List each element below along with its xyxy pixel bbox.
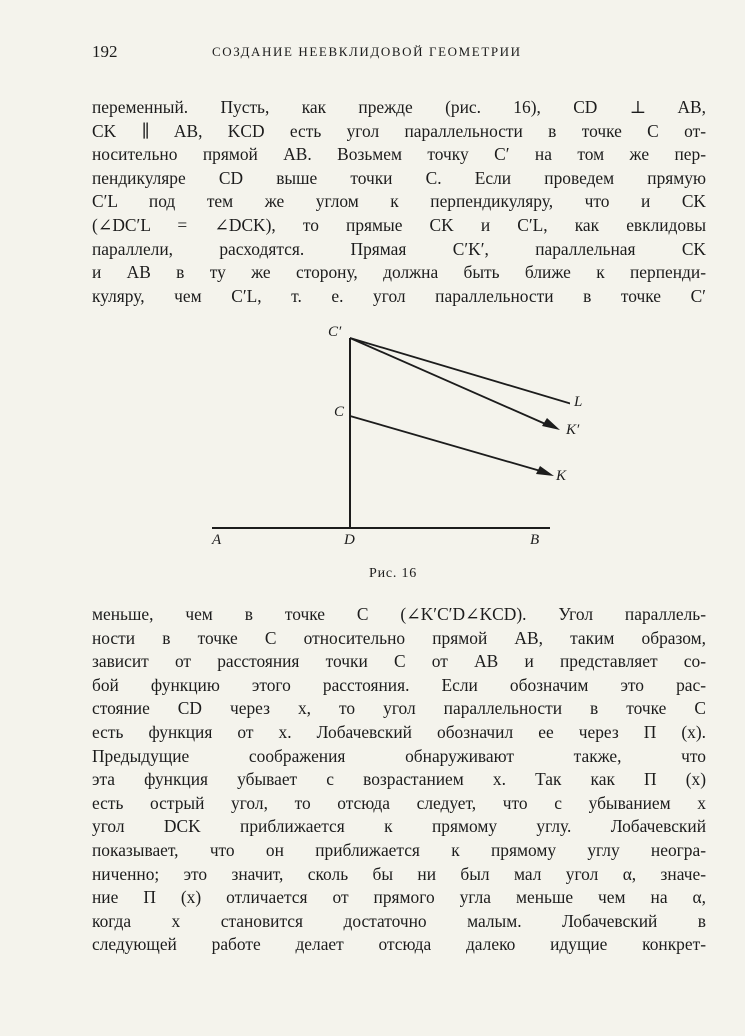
text-line: параллели, расходятся. Прямая C′K′, параллельная CK: [92, 238, 706, 259]
figure-16: [200, 322, 583, 554]
page-number: 192: [92, 42, 118, 61]
text-line: носительно прямой AB. Возьмем точку C′ на том же пер-: [92, 144, 706, 165]
text-line: есть функция от x. Лобачевский обозначил ее через Π (x).: [92, 721, 706, 742]
running-title: СОЗДАНИЕ НЕЕВКЛИДОВОЙ ГЕОМЕТРИИ: [212, 44, 522, 59]
label-a: A: [212, 532, 222, 548]
text-line: зависит от расстояния точки C от AB и представляет со-: [92, 651, 706, 672]
text-line: эта функция убывает с возрастанием x. Так как Π (x): [92, 769, 706, 790]
text-line: CK ∥ AB, KCD есть угол параллельности в точке C от-: [92, 120, 706, 141]
text-line: показывает, что он приближается к прямому углу неогра-: [92, 839, 706, 860]
label-l: L: [574, 394, 583, 410]
figure-caption: Рис. 16: [369, 566, 418, 581]
text-line: угол DCK приближается к прямому углу. Лобачевский: [92, 816, 706, 837]
text-line: ности в точке C относительно прямой AB, таким образом,: [92, 627, 706, 648]
text-line: C′L под тем же углом к перпендикуляру, что и CK: [92, 191, 706, 212]
label-k-prime: K′: [566, 422, 580, 438]
text-line: пендикуляре CD выше точки C. Если проведем прямую: [92, 167, 706, 188]
paragraph-bottom: [92, 603, 706, 957]
text-line: переменный. Пусть, как прежде (рис. 16), CD ⊥ AB,: [92, 97, 706, 117]
text-line: меньше, чем в точке C (∠K′C′D∠KCD). Угол параллель-: [92, 604, 706, 624]
figure-diagram: [200, 322, 570, 554]
label-c-prime: C′: [328, 324, 342, 340]
text-line: и AB в ту же сторону, должна быть ближе к перпенди-: [92, 262, 706, 283]
line-c-prime-k-prime: [350, 338, 550, 426]
text-line: следующей работе делает отсюда далеко идущие конкрет-: [92, 934, 706, 955]
page-header: [92, 38, 706, 68]
label-d: D: [344, 532, 355, 548]
text-line: ние Π (x) отличается от прямого угла меньше чем на α,: [92, 887, 706, 908]
label-k: K: [556, 468, 567, 484]
paragraph-top: [92, 96, 706, 308]
line-ck: [350, 416, 544, 472]
text-line: ниченно; это значит, сколь бы ни был мал угол α, значе-: [92, 863, 706, 884]
text-line: Предыдущие соображения обнаруживают также, что: [92, 745, 706, 766]
text-line: (∠DC′L = ∠DCK), то прямые CK и C′L, как евклидовы: [92, 214, 706, 235]
text-line: есть острый угол, то отсюда следует, что с убыванием x: [92, 792, 706, 813]
label-b: B: [530, 532, 540, 548]
label-c: C: [334, 404, 345, 420]
text-line: когда x становится достаточно малым. Лобачевский в: [92, 910, 706, 931]
line-c-prime-l: [350, 338, 570, 404]
text-line: бой функцию этого расстояния. Если обозначим это рас-: [92, 674, 706, 695]
text-line: куляру, чем C′L, т. е. угол параллельности в точке C′: [92, 285, 706, 306]
arrowhead-k: [536, 466, 554, 476]
text-line: стояние CD через x, то угол параллельности в точке C: [92, 698, 706, 719]
arrowhead-k-prime: [542, 418, 560, 430]
